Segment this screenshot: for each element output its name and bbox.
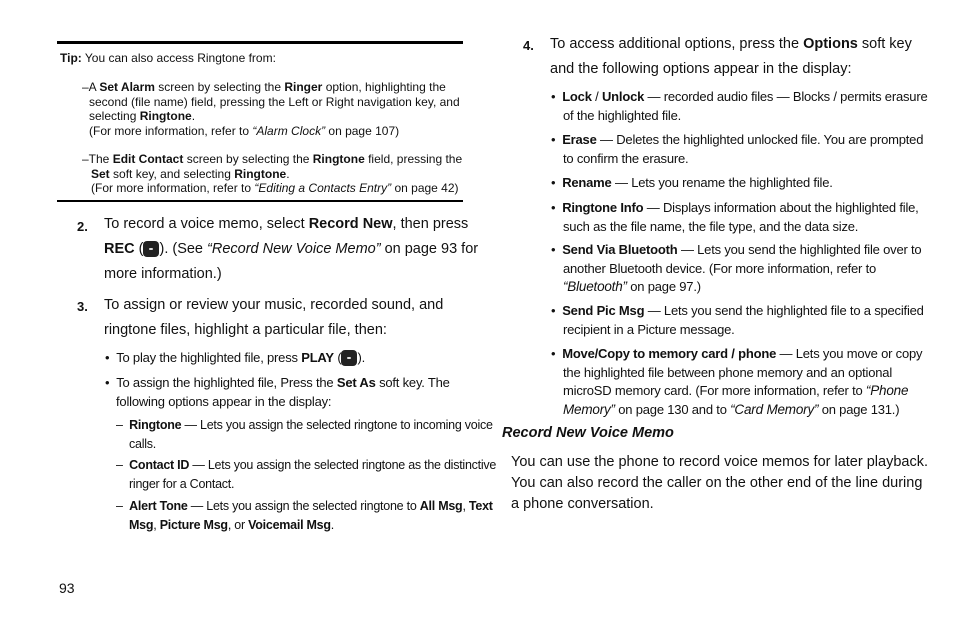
opt3-bold: Alert Tone xyxy=(129,499,188,513)
move-copy-memory-link: Memory” xyxy=(563,401,615,417)
tip-item2-b1: Edit Contact xyxy=(112,152,184,166)
opt3-sep3: , or xyxy=(227,517,249,532)
move-copy-l2: the highlighted file between phone memory and an optional xyxy=(563,364,893,380)
step3-b1-pre: To play the highlighted file, press xyxy=(116,350,302,365)
lock-label: Lock xyxy=(562,89,592,104)
tip-top-rule xyxy=(57,41,463,44)
tip-item1-b1: Set Alarm xyxy=(99,80,155,94)
step2-l1-post: , then press xyxy=(392,216,469,232)
tip-item-edit-contact xyxy=(82,152,462,196)
section-heading: Record New Voice Memo xyxy=(502,425,674,441)
tip-intro xyxy=(60,51,276,66)
tip-item1-t3: selecting xyxy=(89,109,140,123)
step3-b2-l2: following options appear in the display: xyxy=(116,393,332,409)
lock-text: — recorded audio files — Blocks / permits erasure xyxy=(644,89,928,104)
option-contact-id xyxy=(116,456,496,493)
step-3-number: 3. xyxy=(77,299,88,314)
step4-l1-pre: To access additional options, press the xyxy=(550,36,804,52)
erase-text: — Deletes the highlighted unlocked file. You are prompted xyxy=(596,132,924,147)
opt1-text: — Lets you assign the selected ringtone to incoming voice xyxy=(181,418,493,432)
step-2-number: 2. xyxy=(77,219,88,234)
page-number: 93 xyxy=(59,580,75,596)
bluetooth-l2: another Bluetooth device. (For more information, refer to xyxy=(563,260,877,276)
move-copy-phone-link: “Phone xyxy=(865,383,909,398)
tip-item2-ref-post: on page 42) xyxy=(391,181,459,195)
step2-l1-pre: To record a voice memo, select xyxy=(104,216,309,232)
step3-l1: To assign or review your music, recorded sound, and xyxy=(104,297,444,313)
tip-item1-b2: Ringer xyxy=(284,80,323,94)
tip-item2-b3: Set xyxy=(91,166,110,181)
lock-l2: of the highlighted file. xyxy=(563,107,682,123)
unlock-label: Unlock xyxy=(601,89,645,104)
option-lock-unlock xyxy=(551,88,927,125)
tip-item2-t3: soft key, and selecting xyxy=(109,166,235,181)
step3-b1-post: ). xyxy=(357,350,365,365)
tip-item2-b2: Ringtone xyxy=(312,152,365,166)
bluetooth-ref-link: “Bluetooth” xyxy=(563,279,627,294)
tip-item2-ref-pre: (For more information, refer to xyxy=(91,181,255,195)
tip-item1-t2: option, highlighting the xyxy=(322,80,446,94)
bullet-icon: • xyxy=(105,350,117,365)
step2-l2-post: on page 93 for xyxy=(380,241,479,257)
step-4-text xyxy=(550,32,912,82)
option-erase xyxy=(551,131,923,168)
bullet-icon: • xyxy=(551,132,563,147)
step3-l2: ringtone files, highlight a particular file, then: xyxy=(104,322,387,338)
section-paragraph xyxy=(511,452,928,515)
opt2-bold: Contact ID xyxy=(129,458,190,472)
opt2-l2: ringer for a Contact. xyxy=(129,476,235,491)
ringtone-info-l2: such as the file name, the file type, and the data size. xyxy=(563,218,859,234)
step-4-number: 4. xyxy=(523,38,534,53)
send-pic-text: — Lets you send the highlighted file to a specified xyxy=(644,303,924,318)
bullet-icon: • xyxy=(551,242,563,257)
step3-b2-post: soft key. The xyxy=(375,375,450,390)
ringtone-info-text: — Displays information about the highlighted file, xyxy=(643,200,919,215)
step4-l2: and the following options appear in the display: xyxy=(550,61,852,77)
opt3-sep2: , xyxy=(153,517,160,532)
step3-setas-label: Set As xyxy=(336,375,376,390)
step3-b2-pre: To assign the highlighted file, Press the xyxy=(116,375,337,390)
opt3-voicemail-msg: Voicemail Msg xyxy=(248,517,331,532)
step3-play-label: PLAY xyxy=(301,350,334,365)
tip-item2-dash: –The xyxy=(82,152,113,166)
send-pic-label: Send Pic Msg xyxy=(562,303,645,318)
step-2-text xyxy=(104,212,478,287)
opt1-l2: calls. xyxy=(129,436,156,451)
bullet-icon: • xyxy=(551,303,563,318)
step2-l3: more information.) xyxy=(104,266,222,282)
ringtone-info-label: Ringtone Info xyxy=(562,200,644,215)
tip-item1-line2: second (file name) field, pressing the Left or Right navigation key, and xyxy=(89,94,460,109)
rename-text: — Lets you rename the highlighted file. xyxy=(611,175,833,190)
opt3-sep1: , xyxy=(462,499,469,513)
tip-item1-ref-link: “Alarm Clock” xyxy=(252,123,326,138)
step3-b1-open: ( xyxy=(333,350,342,365)
section-p2: You can also record the caller on the other end of the line during xyxy=(511,475,923,491)
step-3-bullet-play xyxy=(105,349,365,368)
opt3-end: . xyxy=(330,517,335,532)
tip-bottom-rule xyxy=(57,200,463,202)
opt3-text-label: Text xyxy=(468,499,493,513)
tip-item1-b3: Ringtone xyxy=(139,109,192,123)
tip-label: Tip: xyxy=(60,51,82,65)
bluetooth-label: Send Via Bluetooth xyxy=(562,242,678,257)
rec-key-icon xyxy=(143,241,159,257)
erase-l2: to confirm the erasure. xyxy=(563,150,689,166)
option-rename xyxy=(551,174,833,193)
opt3-text: — Lets you assign the selected ringtone to xyxy=(187,499,420,513)
erase-label: Erase xyxy=(562,132,597,147)
section-p3: a phone conversation. xyxy=(511,496,654,512)
tip-item2-b4: Ringtone xyxy=(234,166,287,181)
bullet-icon: • xyxy=(551,89,563,104)
dash-icon: – xyxy=(116,499,130,513)
tip-item2-t2: field, pressing the xyxy=(364,152,463,166)
dash-icon: – xyxy=(116,418,130,432)
opt2-text: — Lets you assign the selected ringtone as the distinctive xyxy=(189,458,497,472)
step2-l1-bold: Record New xyxy=(308,216,393,232)
step4-l1-post: soft key xyxy=(857,36,912,52)
dash-icon: – xyxy=(116,458,130,472)
bluetooth-l3-post: on page 97.) xyxy=(626,279,701,294)
tip-intro-text: You can also access Ringtone from: xyxy=(84,51,276,65)
move-copy-l4-mid: on page 130 and to xyxy=(614,401,731,417)
bullet-icon: • xyxy=(105,375,117,390)
bluetooth-text: — Lets you send the highlighted file over to xyxy=(677,242,922,257)
step2-ref-link: “Record New Voice Memo” xyxy=(207,241,381,257)
option-alert-tone xyxy=(116,497,493,534)
step-3-text xyxy=(104,293,443,343)
tip-item-set-alarm xyxy=(82,80,460,138)
tip-item2-t1: screen by selecting the xyxy=(183,152,313,166)
tip-item1-ref-post: on page 107) xyxy=(325,123,400,138)
option-ringtone-info xyxy=(551,199,919,236)
step2-l2-mid: ). (See xyxy=(159,241,208,257)
tip-item2-ref-link: “Editing a Contacts Entry” xyxy=(254,181,392,195)
move-copy-l4-post: on page 131.) xyxy=(818,401,900,417)
move-copy-card-link: “Card Memory” xyxy=(730,401,819,417)
option-send-pic-msg xyxy=(551,302,924,339)
step2-rec-label: REC xyxy=(104,241,135,257)
opt3-all-msg: All Msg xyxy=(419,499,463,513)
section-p1: You can use the phone to record voice memos for later playback. xyxy=(511,454,928,470)
option-send-via-bluetooth xyxy=(551,241,921,297)
tip-item1-dash: –A xyxy=(82,80,100,94)
option-move-copy xyxy=(551,345,922,419)
rename-label: Rename xyxy=(562,175,612,190)
bullet-icon: • xyxy=(551,346,563,361)
opt1-bold: Ringtone xyxy=(129,418,182,432)
move-copy-l3-pre: microSD memory card. (For more information, refer to xyxy=(563,383,866,398)
bullet-icon: • xyxy=(551,175,563,190)
step4-options-label: Options xyxy=(803,36,858,52)
tip-item1-t4: . xyxy=(191,109,196,123)
tip-item2-t4: . xyxy=(286,166,290,181)
opt3-picture-msg: Picture Msg xyxy=(159,517,228,532)
tip-item1-ref-pre: (For more information, refer to xyxy=(89,123,253,138)
play-key-icon xyxy=(341,350,357,366)
option-ringtone xyxy=(116,416,493,453)
step-3-bullet-set-as xyxy=(105,374,450,411)
step2-l2-open: ( xyxy=(134,241,144,257)
send-pic-l2: recipient in a Picture message. xyxy=(563,321,735,337)
tip-item1-t1: screen by selecting the xyxy=(154,80,285,94)
move-copy-label: Move/Copy to memory card / phone xyxy=(562,346,777,361)
lock-sep: / xyxy=(591,89,602,104)
move-copy-text: — Lets you move or copy xyxy=(776,346,923,361)
bullet-icon: • xyxy=(551,200,563,215)
opt3-msg-label: Msg xyxy=(129,517,154,532)
